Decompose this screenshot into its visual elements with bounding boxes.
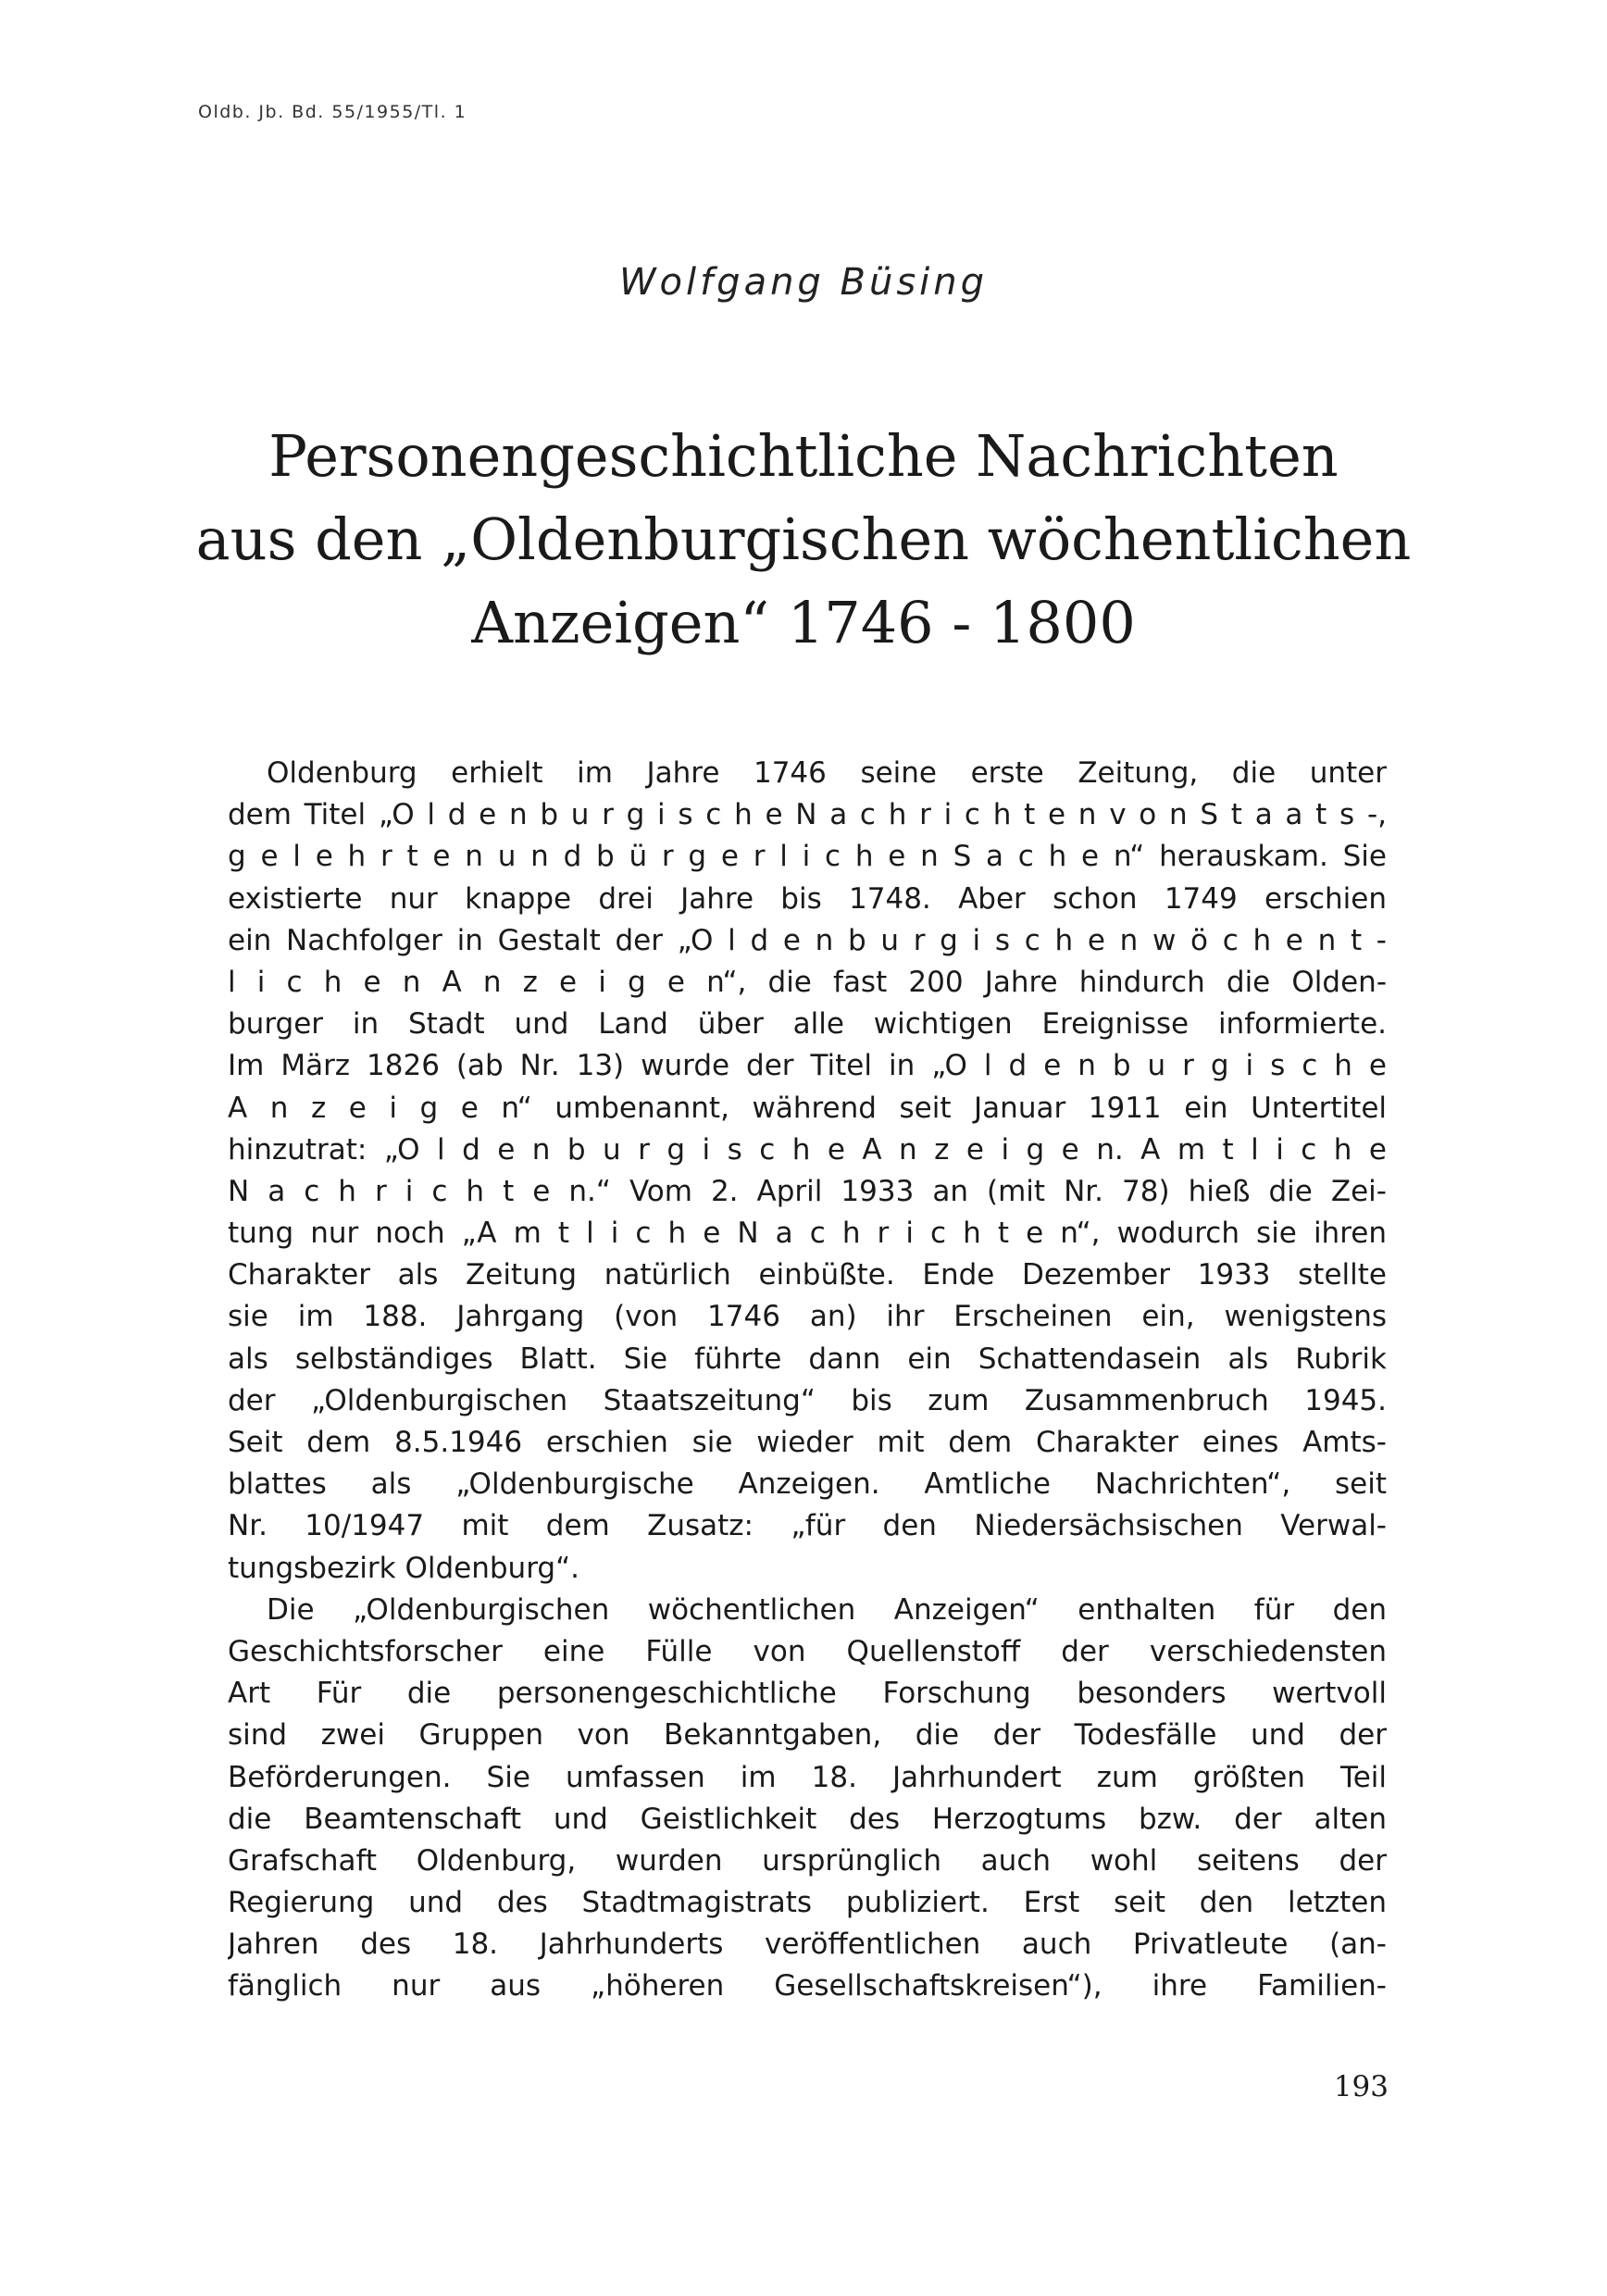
- text-line: tungsbezirk Oldenburg“.: [228, 1551, 579, 1585]
- text-line: Regierung und des Stadtmagistrats publiziert. Erst seit den letzten: [228, 1886, 1387, 1920]
- text-line: sie im 188. Jahrgang (von 1746 an) ihr Erscheinen ein, wenigstens: [228, 1300, 1387, 1334]
- text-line: Geschichtsforscher eine Fülle von Quellenstoff der verschiedensten: [228, 1634, 1387, 1668]
- title-line: Personengeschichtliche Nachrichten: [268, 422, 1339, 490]
- text-line: existierte nur knappe drei Jahre bis 1748. Aber schon 1749 erschien: [228, 881, 1387, 916]
- article-title: [167, 415, 1440, 665]
- text-line: blattes als „Oldenburgische Anzeigen. Amtliche Nachrichten“, seit: [228, 1467, 1387, 1502]
- text-line: dem Titel „O l d e n b u r g i s c h e N a c h r i c h t e n v o n S t a a t s -,: [228, 798, 1387, 832]
- text-line: Seit dem 8.5.1946 erschien sie wieder mit dem Charakter eines Amts-: [228, 1426, 1387, 1459]
- text-line: N a c h r i c h t e n.“ Vom 2. April 1933 an (mit Nr. 78) hieß die Zei-: [228, 1174, 1387, 1208]
- page-number: 193: [1333, 2070, 1389, 2103]
- body-text: [228, 753, 1387, 2008]
- text-line: Beförderungen. Sie umfassen im 18. Jahrhundert zum größten Teil: [228, 1760, 1387, 1794]
- text-line: hinzutrat: „O l d e n b u r g i s c h e A n z e i g e n. A m t l i c h e: [228, 1132, 1387, 1167]
- title-line: aus den „Oldenburgischen wöchentlichen: [195, 505, 1412, 573]
- text-line: tung nur noch „A m t l i c h e N a c h r i c h t e n“, wodurch sie ihren: [228, 1217, 1387, 1251]
- text-line: Nr. 10/1947 mit dem Zusatz: „für den Niedersächsischen Verwal-: [228, 1509, 1387, 1543]
- text-line: burger in Stadt und Land über alle wichtigen Ereignisse informierte.: [228, 1007, 1387, 1042]
- text-line: Art Für die personengeschichtliche Forschung besonders wertvoll: [228, 1677, 1387, 1711]
- text-line: ein Nachfolger in Gestalt der „O l d e n b u r g i s c h e n w ö c h e n t -: [228, 923, 1387, 957]
- text-line: der „Oldenburgischen Staatszeitung“ bis zum Zusammenbruch 1945.: [228, 1383, 1387, 1417]
- text-line: Die „Oldenburgischen wöchentlichen Anzeigen“ enthalten für den: [267, 1592, 1387, 1627]
- text-line: Grafschaft Oldenburg, wurden ursprünglich auch wohl seitens der: [228, 1843, 1387, 1878]
- text-line: Im März 1826 (ab Nr. 13) wurde der Titel in „O l d e n b u r g i s c h e: [228, 1049, 1387, 1083]
- text-line: g e l e h r t e n u n d b ü r g e r l i c h e n S a c h e n“ herauskam. Sie: [228, 840, 1387, 874]
- text-line: Oldenburg erhielt im Jahre 1746 seine erste Zeitung, die unter: [267, 756, 1387, 790]
- text-line: sind zwei Gruppen von Bekanntgaben, die der Todesfälle und der: [228, 1718, 1387, 1753]
- text-line: die Beamtenschaft und Geistlichkeit des Herzogtums bzw. der alten: [228, 1802, 1387, 1836]
- title-line: Anzeigen“ 1746 - 1800: [471, 589, 1136, 656]
- text-line: Charakter als Zeitung natürlich einbüßte. Ende Dezember 1933 stellte: [228, 1258, 1387, 1292]
- text-line: fänglich nur aus „höheren Gesellschaftskreisen“), ihre Familien-: [228, 1969, 1387, 2003]
- text-line: als selbständiges Blatt. Sie führte dann ein Schattendasein als Rubrik: [228, 1341, 1387, 1376]
- running-header: Oldb. Jb. Bd. 55/1955/Tl. 1: [198, 102, 467, 122]
- author-name: Wolfgang Büsing: [618, 261, 989, 304]
- text-line: l i c h e n A n z e i g e n“, die fast 200 Jahre hindurch die Olden-: [228, 965, 1387, 999]
- text-line: A n z e i g e n“ umbenannt, während seit Januar 1911 ein Untertitel: [228, 1091, 1387, 1125]
- text-line: Jahren des 18. Jahrhunderts veröffentlichen auch Privatleute (an-: [228, 1928, 1387, 1962]
